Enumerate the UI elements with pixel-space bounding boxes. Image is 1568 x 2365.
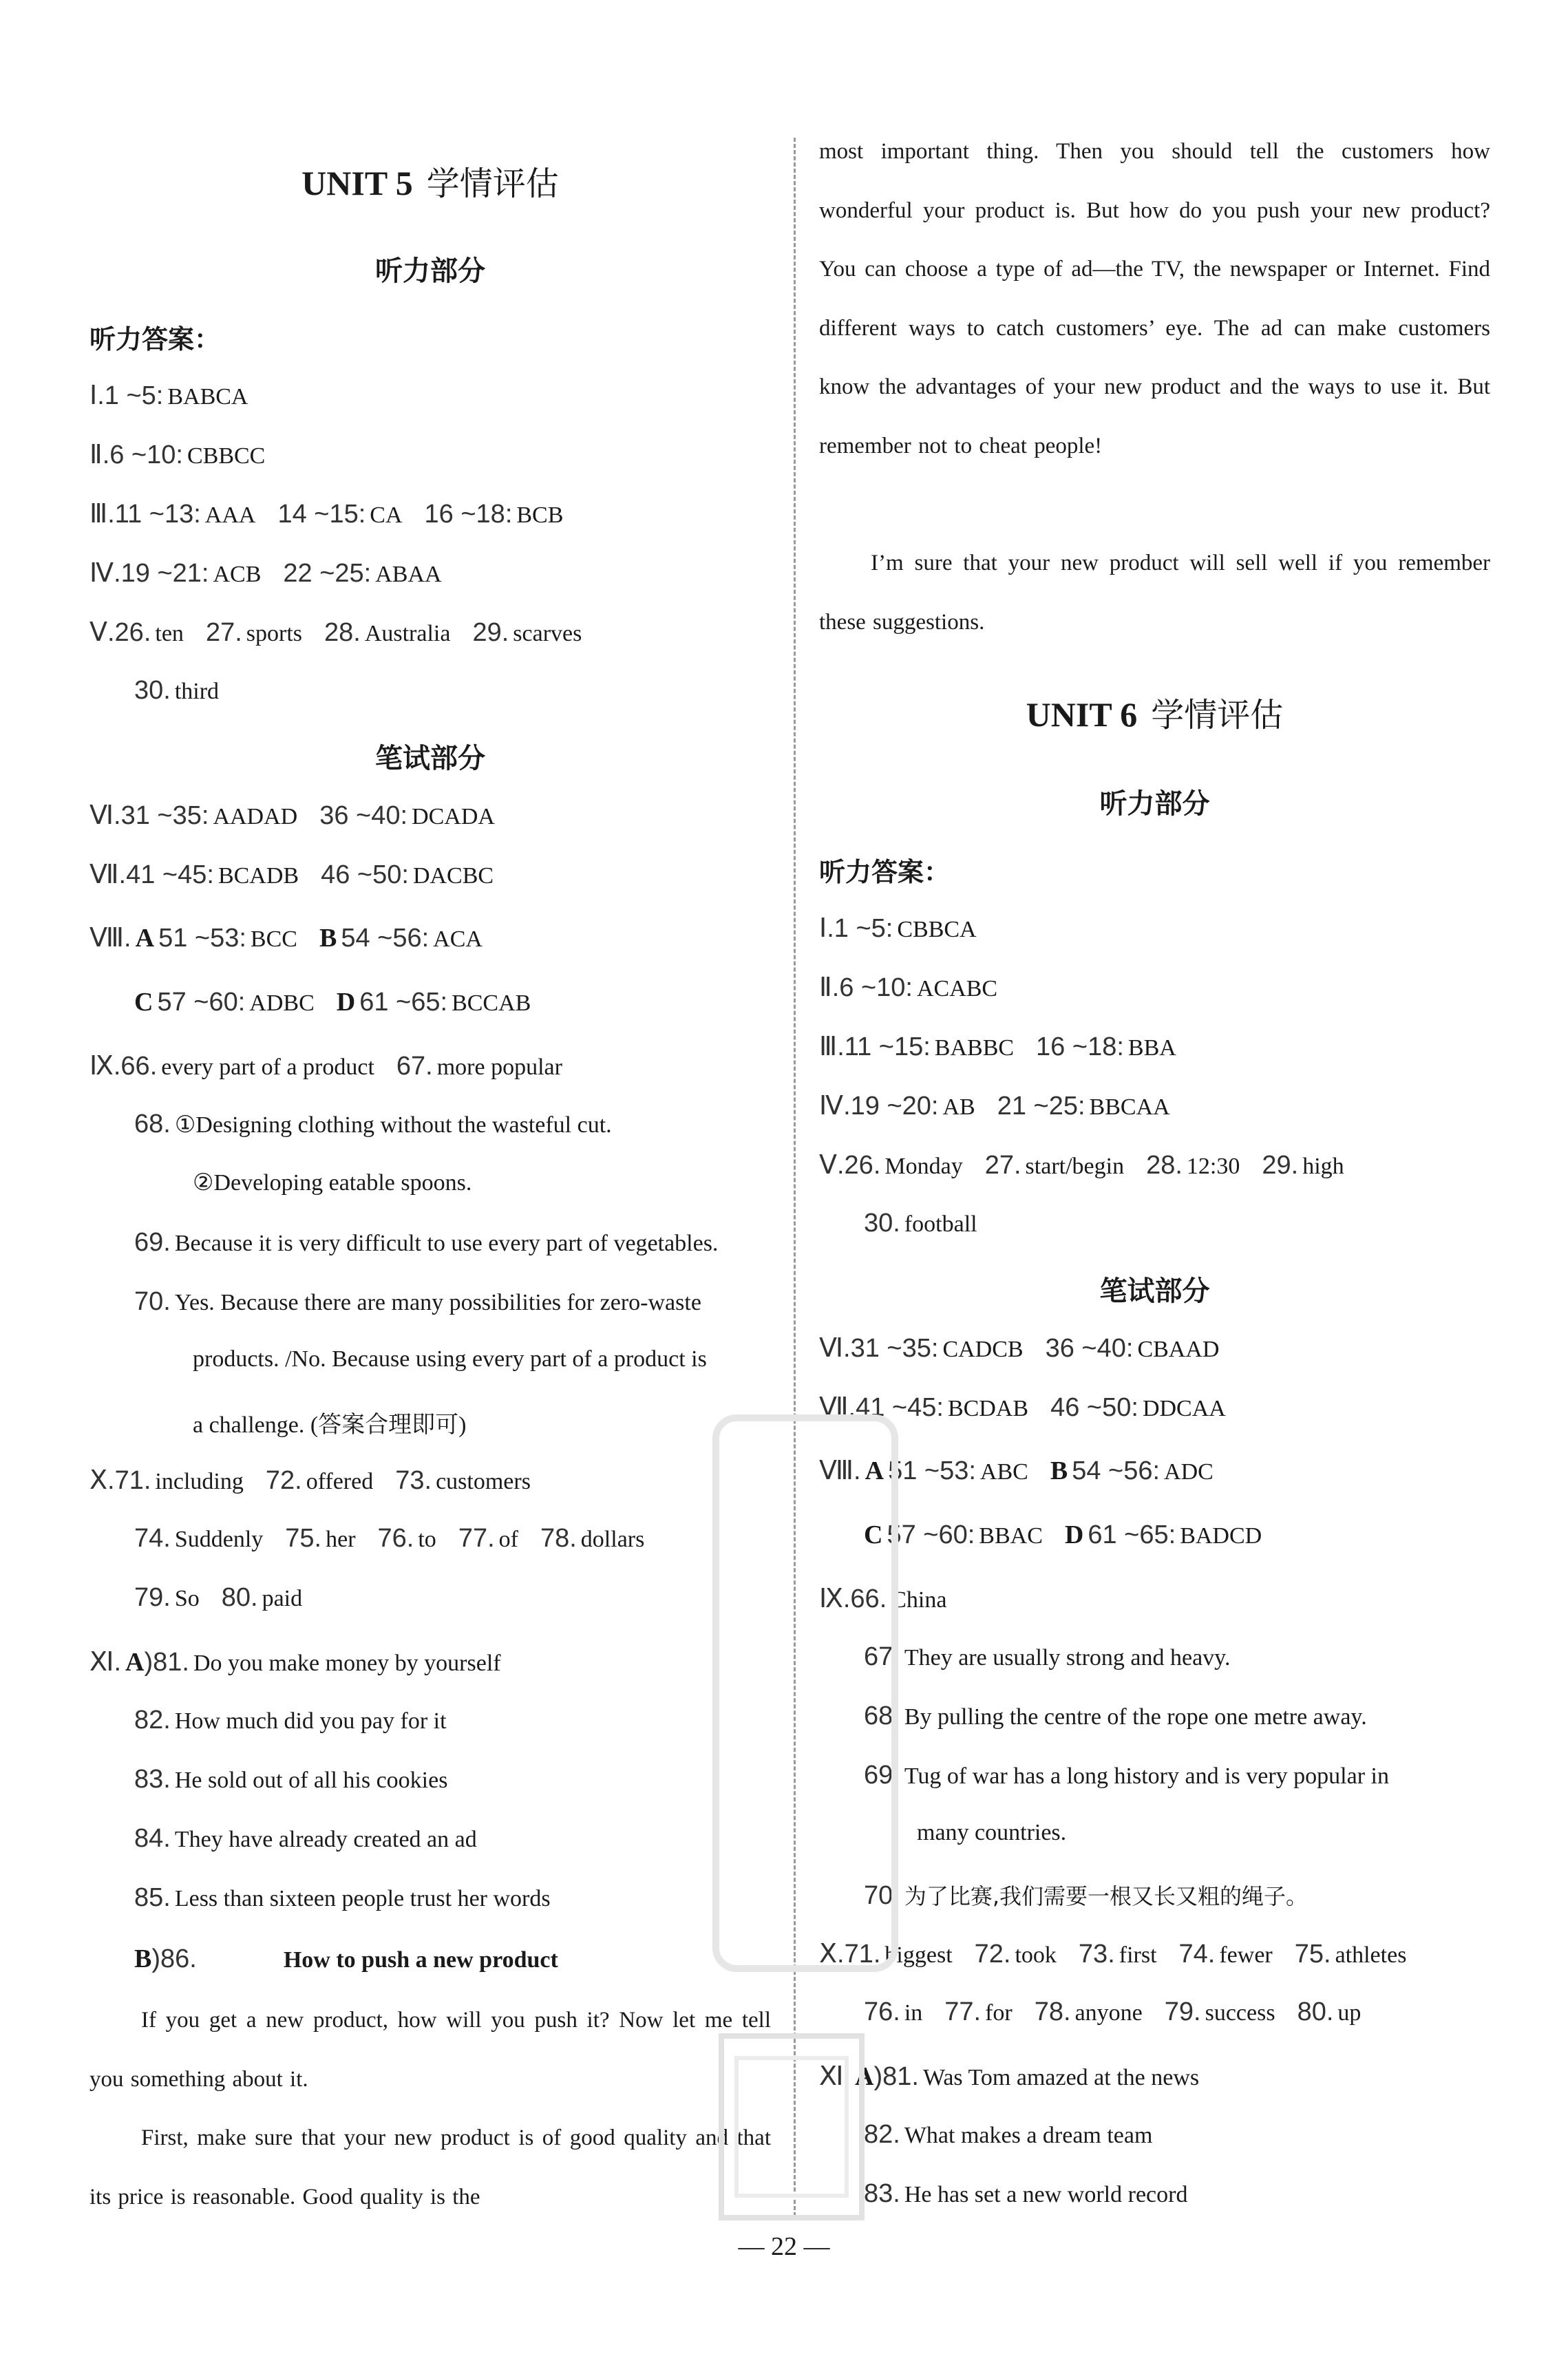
q-num: 14 ~15: bbox=[277, 500, 366, 529]
answer: China bbox=[891, 1587, 947, 1613]
unit5-w10-b bbox=[89, 1524, 771, 1553]
unit5-w9-69 bbox=[89, 1228, 771, 1258]
answer: AAA bbox=[204, 502, 256, 528]
unit6-l4 bbox=[819, 1090, 1490, 1121]
q-num: 69. bbox=[134, 1228, 171, 1257]
q-num: 80. bbox=[1297, 1997, 1334, 2026]
part-letter: B bbox=[1050, 1456, 1068, 1485]
unit5-listening-title: 听力部分 bbox=[375, 255, 485, 287]
answer: Less than sixteen people trust her words bbox=[174, 1886, 551, 1911]
unit5-l5-cont bbox=[89, 676, 771, 706]
answer: every part of a product bbox=[161, 1054, 374, 1080]
unit6-w11-81 bbox=[819, 2061, 1490, 2092]
section-num: Ⅷ. bbox=[89, 924, 131, 953]
part-letter: A bbox=[125, 1648, 145, 1677]
q-num: 84. bbox=[134, 1824, 171, 1853]
q-num: 77. bbox=[944, 1997, 982, 2026]
q-num: 54 ~56: bbox=[1072, 1456, 1161, 1485]
q-num: 51 ~53: bbox=[888, 1456, 976, 1485]
q-num: 82. bbox=[864, 2120, 900, 2149]
answer: 为了比赛,我们需要一根又长又粗的绳子。 bbox=[904, 1883, 1309, 1909]
answer: CBBCC bbox=[187, 443, 266, 469]
q-num: 70. bbox=[134, 1287, 171, 1316]
unit5-l1 bbox=[89, 380, 771, 411]
answer: He sold out of all his cookies bbox=[174, 1768, 448, 1793]
answer: first bbox=[1119, 1942, 1157, 1968]
q-num: Ⅲ.11 ~13: bbox=[89, 500, 201, 529]
answer: customers bbox=[436, 1469, 531, 1494]
unit5-l4 bbox=[89, 558, 771, 588]
page-number: — 22 — bbox=[738, 2232, 830, 2261]
unit5-w10-a bbox=[89, 1465, 771, 1496]
answer: football bbox=[904, 1211, 977, 1237]
q-num: 76. bbox=[377, 1524, 414, 1553]
unit5-w11-81 bbox=[89, 1646, 771, 1677]
answer: third bbox=[174, 679, 220, 704]
q-num: Ⅶ.41 ~45: bbox=[819, 1393, 944, 1422]
unit6-w9-68 bbox=[819, 1701, 1490, 1731]
essay-para-2 bbox=[89, 2109, 771, 2227]
q-num: 76. bbox=[864, 1997, 900, 2026]
section-num: Ⅺ. bbox=[89, 1648, 122, 1677]
q-num: 46 ~50: bbox=[321, 860, 409, 889]
unit6-w11-82 bbox=[819, 2120, 1490, 2150]
unit6-title-en: UNIT 6 bbox=[1026, 695, 1138, 734]
answer: CADCB bbox=[942, 1337, 1024, 1362]
q-num: 67. bbox=[864, 1642, 900, 1671]
answer: in bbox=[904, 2000, 923, 2026]
unit6-w9-67 bbox=[819, 1642, 1490, 1672]
answer: anyone bbox=[1074, 2000, 1143, 2026]
section-num: Ⅷ. bbox=[819, 1456, 861, 1485]
q-num: 67. bbox=[396, 1052, 433, 1081]
q-num: 27. bbox=[984, 1151, 1021, 1180]
q-num: 28. bbox=[324, 618, 361, 647]
unit5-w9-68b bbox=[89, 1169, 771, 1196]
unit5-w11-85 bbox=[89, 1883, 771, 1913]
unit6-w11-83 bbox=[819, 2179, 1490, 2209]
q-num: 16 ~18: bbox=[1036, 1032, 1124, 1061]
answer: start/begin bbox=[1025, 1154, 1125, 1179]
answer: DDCAA bbox=[1142, 1396, 1226, 1421]
unit6-title bbox=[819, 688, 1490, 736]
answer: high bbox=[1302, 1154, 1344, 1179]
unit6-answer-label: 听力答案： bbox=[819, 857, 951, 887]
answer: How much did you pay for it bbox=[174, 1708, 447, 1734]
answer: CBAAD bbox=[1137, 1337, 1220, 1362]
unit6-w10-b bbox=[819, 1997, 1490, 2027]
answer: BBAC bbox=[979, 1523, 1043, 1549]
answer: a challenge. (答案合理即可) bbox=[193, 1412, 467, 1438]
answer: ②Developing eatable spoons. bbox=[193, 1170, 472, 1196]
q-num: 30. bbox=[864, 1209, 900, 1238]
unit6-listening-title: 听力部分 bbox=[1099, 788, 1210, 820]
answer: many countries. bbox=[917, 1820, 1067, 1845]
q-num: 29. bbox=[1262, 1151, 1299, 1180]
unit6-title-cn: 学情评估 bbox=[1151, 696, 1284, 734]
q-num: 77. bbox=[458, 1524, 495, 1553]
section-num: Ⅺ. bbox=[819, 2062, 851, 2091]
unit5-l5 bbox=[89, 617, 771, 648]
q-num: Ⅹ.71. bbox=[819, 1940, 881, 1969]
essay-para-2-cont bbox=[819, 123, 1490, 476]
answer: more popular bbox=[436, 1054, 562, 1080]
unit5-w6 bbox=[89, 800, 771, 831]
unit5-w9-a bbox=[89, 1050, 771, 1081]
unit6-w8-cd bbox=[819, 1520, 1490, 1550]
essay-para-1 bbox=[89, 1991, 771, 2109]
unit5-w10-c bbox=[89, 1583, 771, 1613]
unit6-l1 bbox=[819, 913, 1490, 944]
answer: CA bbox=[370, 502, 403, 528]
q-num: 46 ~50: bbox=[1050, 1393, 1138, 1422]
answer: athletes bbox=[1335, 1942, 1407, 1968]
unit5-title bbox=[89, 157, 771, 204]
q-num: Ⅳ.19 ~20: bbox=[819, 1092, 939, 1121]
q-num: 36 ~40: bbox=[1045, 1334, 1134, 1363]
answer: BCCAB bbox=[452, 990, 531, 1016]
q-num: )86. bbox=[151, 1944, 197, 1973]
answer: ①Designing clothing without the wasteful cut. bbox=[174, 1112, 612, 1138]
unit5-w7 bbox=[89, 859, 771, 890]
q-num: )81. bbox=[144, 1648, 189, 1677]
answer: Tug of war has a long history and is very popular in bbox=[904, 1763, 1389, 1789]
q-num: 22 ~25: bbox=[283, 559, 372, 588]
answer: So bbox=[174, 1586, 200, 1611]
answer: 12:30 bbox=[1186, 1154, 1240, 1179]
q-num: 82. bbox=[134, 1706, 171, 1735]
q-num: Ⅹ.71. bbox=[89, 1466, 151, 1495]
answer: Monday bbox=[884, 1154, 963, 1179]
q-num: Ⅲ.11 ~15: bbox=[819, 1032, 931, 1061]
q-num: 30. bbox=[134, 676, 171, 705]
q-num: 54 ~56: bbox=[341, 924, 430, 953]
part-letter: A bbox=[135, 924, 155, 953]
part-letter: B bbox=[319, 924, 337, 953]
unit6-l3 bbox=[819, 1031, 1490, 1062]
unit5-title-en: UNIT 5 bbox=[301, 164, 413, 202]
essay-title: How to push a new product bbox=[283, 1947, 558, 1973]
answer: They have already created an ad bbox=[174, 1827, 477, 1852]
q-num: 73. bbox=[1078, 1940, 1115, 1969]
q-num: 72. bbox=[974, 1940, 1011, 1969]
answer: AADAD bbox=[213, 804, 298, 829]
q-num: 83. bbox=[134, 1765, 171, 1794]
q-num: 85. bbox=[134, 1883, 171, 1912]
answer: her bbox=[326, 1527, 356, 1552]
unit6-l2 bbox=[819, 972, 1490, 1003]
unit6-w9-70 bbox=[819, 1879, 1490, 1911]
answer: BCB bbox=[516, 502, 564, 528]
answer: BCADB bbox=[218, 863, 299, 889]
answer: DCADA bbox=[412, 804, 495, 829]
q-num: 83. bbox=[864, 2179, 900, 2208]
answer: DACBC bbox=[412, 863, 494, 889]
unit5-w8-ab bbox=[89, 922, 771, 953]
answer: ACA bbox=[433, 926, 483, 952]
q-num: Ⅵ.31 ~35: bbox=[819, 1334, 939, 1363]
q-num: 36 ~40: bbox=[319, 801, 408, 830]
answer: BADCD bbox=[1180, 1523, 1262, 1549]
part-letter: A bbox=[865, 1456, 884, 1485]
answer: Was Tom amazed at the news bbox=[922, 2065, 1200, 2090]
q-num: 74. bbox=[1178, 1940, 1216, 1969]
q-num: 78. bbox=[540, 1524, 577, 1553]
q-num: Ⅱ.6 ~10: bbox=[89, 441, 183, 469]
answer: BABCA bbox=[167, 384, 248, 410]
unit5-w11-86 bbox=[89, 1944, 771, 1974]
unit5-w8-cd bbox=[89, 987, 771, 1017]
unit5-title-cn: 学情评估 bbox=[426, 165, 559, 203]
essay-text: If you get a new product, how will you push it? Now let me tell you something about it. bbox=[89, 2008, 771, 2092]
unit6-w6 bbox=[819, 1333, 1490, 1364]
answer: paid bbox=[262, 1586, 303, 1611]
q-num: 78. bbox=[1034, 1997, 1071, 2026]
answer: CBBCA bbox=[897, 917, 977, 942]
answer: scarves bbox=[513, 621, 582, 646]
q-num: Ⅰ.1 ~5: bbox=[819, 914, 893, 943]
q-num: 28. bbox=[1146, 1151, 1183, 1180]
answer: ACB bbox=[213, 562, 262, 587]
part-letter: C bbox=[134, 988, 153, 1017]
answer: BBCAA bbox=[1089, 1094, 1170, 1120]
part-letter: C bbox=[864, 1520, 883, 1549]
answer: ADC bbox=[1164, 1459, 1214, 1485]
answer: of bbox=[498, 1527, 518, 1552]
q-num: 16 ~18: bbox=[424, 500, 513, 529]
unit5-w9-70 bbox=[89, 1287, 771, 1317]
q-num: 51 ~53: bbox=[158, 924, 246, 953]
q-num: 57 ~60: bbox=[157, 988, 246, 1017]
answer: By pulling the centre of the rope one metre away. bbox=[904, 1704, 1367, 1730]
q-num: 74. bbox=[134, 1524, 171, 1553]
unit5-l2 bbox=[89, 439, 771, 470]
q-num: Ⅴ.26. bbox=[89, 618, 151, 647]
answer: dollars bbox=[580, 1527, 645, 1552]
answer: AB bbox=[942, 1094, 975, 1120]
answer: products. /No. Because using every part of a product is bbox=[193, 1346, 707, 1372]
unit6-w9-66 bbox=[819, 1583, 1490, 1614]
unit6-w8-ab bbox=[819, 1455, 1490, 1486]
q-num: 69. bbox=[864, 1761, 900, 1790]
q-num: Ⅴ.26. bbox=[819, 1151, 881, 1180]
answer: Australia bbox=[364, 621, 451, 646]
unit6-l5 bbox=[819, 1149, 1490, 1180]
answer: They are usually strong and heavy. bbox=[904, 1645, 1231, 1671]
q-num: 61 ~65: bbox=[359, 988, 448, 1017]
answer: fewer bbox=[1219, 1942, 1273, 1968]
q-num: Ⅳ.19 ~21: bbox=[89, 559, 209, 588]
q-num: 75. bbox=[285, 1524, 322, 1553]
answer: up bbox=[1337, 2000, 1362, 2026]
unit5-w9-70b bbox=[89, 1346, 771, 1372]
answer: BCDAB bbox=[947, 1396, 1029, 1421]
unit6-l5-cont bbox=[819, 1209, 1490, 1238]
unit5-w11-82 bbox=[89, 1706, 771, 1735]
part-letter: D bbox=[336, 988, 356, 1017]
answer: biggest bbox=[884, 1942, 953, 1968]
answer: including bbox=[155, 1469, 244, 1494]
q-num: 80. bbox=[221, 1583, 258, 1612]
essay-text: most important thing. Then you should tell the customers how wonderful your product is. But how do you push your new product? You can choose a type of ad—the TV, the newspaper or Internet. Find different ways to catch customers’ eye. The ad can make customers know the advantages of your new product and the ways to use it. But remember not to cheat people! bbox=[819, 139, 1490, 458]
answer: offered bbox=[306, 1469, 374, 1494]
q-num: 73. bbox=[395, 1466, 432, 1495]
answer: to bbox=[418, 1527, 436, 1552]
unit5-w11-84 bbox=[89, 1824, 771, 1854]
q-num: Ⅸ.66. bbox=[819, 1584, 887, 1613]
answer: ADBC bbox=[249, 990, 315, 1016]
unit5-w11-83 bbox=[89, 1765, 771, 1794]
unit5-l3 bbox=[89, 498, 771, 529]
q-num: 57 ~60: bbox=[887, 1520, 975, 1549]
unit6-w7 bbox=[819, 1392, 1490, 1423]
answer: BABBC bbox=[934, 1035, 1015, 1061]
answer: Suddenly bbox=[174, 1527, 264, 1552]
answer: sports bbox=[246, 621, 302, 646]
column-divider bbox=[794, 138, 796, 2216]
q-num: Ⅶ.41 ~45: bbox=[89, 860, 214, 889]
q-num: 68. bbox=[134, 1110, 171, 1138]
answer: BCC bbox=[250, 926, 297, 952]
unit6-w10-a bbox=[819, 1938, 1490, 1969]
unit6-w9-69b bbox=[819, 1820, 1490, 1846]
answer: ten bbox=[155, 621, 184, 646]
q-num: 68. bbox=[864, 1701, 900, 1730]
q-num: 61 ~65: bbox=[1088, 1520, 1176, 1549]
q-num: Ⅸ.66. bbox=[89, 1052, 158, 1081]
unit5-w9-68 bbox=[89, 1110, 771, 1139]
essay-text: First, make sure that your new product is of good quality and that its price is reasonable. Good quality is the bbox=[89, 2125, 771, 2209]
answer: success bbox=[1205, 2000, 1275, 2026]
q-num: Ⅰ.1 ~5: bbox=[89, 381, 164, 410]
answer: ABAA bbox=[375, 562, 442, 587]
part-letter: D bbox=[1064, 1520, 1084, 1549]
unit5-answer-label: 听力答案： bbox=[89, 324, 221, 354]
unit5-written-title: 笔试部分 bbox=[375, 743, 485, 774]
part-letter: B bbox=[134, 1944, 152, 1973]
q-num: Ⅱ.6 ~10: bbox=[819, 973, 913, 1002]
answer: Yes. Because there are many possibilities for zero-waste bbox=[174, 1290, 701, 1315]
answer: ACABC bbox=[916, 976, 998, 1001]
answer: for bbox=[985, 2000, 1013, 2026]
q-num: 79. bbox=[1164, 1997, 1201, 2026]
unit6-written-title: 笔试部分 bbox=[1099, 1275, 1210, 1307]
q-num: 27. bbox=[205, 618, 242, 647]
q-num: Ⅵ.31 ~35: bbox=[89, 801, 209, 830]
q-num: )81. bbox=[873, 2062, 919, 2091]
q-num: 70. bbox=[864, 1881, 900, 1910]
answer: ABC bbox=[979, 1459, 1028, 1485]
essay-text: I’m sure that your new product will sell well if you remember these suggestions. bbox=[819, 551, 1490, 635]
q-num: 79. bbox=[134, 1583, 171, 1612]
essay-para-3 bbox=[819, 534, 1490, 652]
answer: He has set a new world record bbox=[904, 2182, 1188, 2207]
answer: What makes a dream team bbox=[904, 2123, 1153, 2148]
unit5-w9-70c bbox=[89, 1406, 771, 1439]
answer: took bbox=[1015, 1942, 1057, 1968]
q-num: 29. bbox=[472, 618, 509, 647]
part-letter: A bbox=[855, 2062, 874, 2091]
q-num: 75. bbox=[1294, 1940, 1331, 1969]
answer: BBA bbox=[1127, 1035, 1176, 1061]
answer: Do you make money by yourself bbox=[193, 1651, 501, 1676]
q-num: 21 ~25: bbox=[997, 1092, 1085, 1121]
answer: Because it is very difficult to use every part of vegetables. bbox=[174, 1231, 719, 1256]
q-num: 72. bbox=[265, 1466, 302, 1495]
unit6-w9-69 bbox=[819, 1761, 1490, 1790]
